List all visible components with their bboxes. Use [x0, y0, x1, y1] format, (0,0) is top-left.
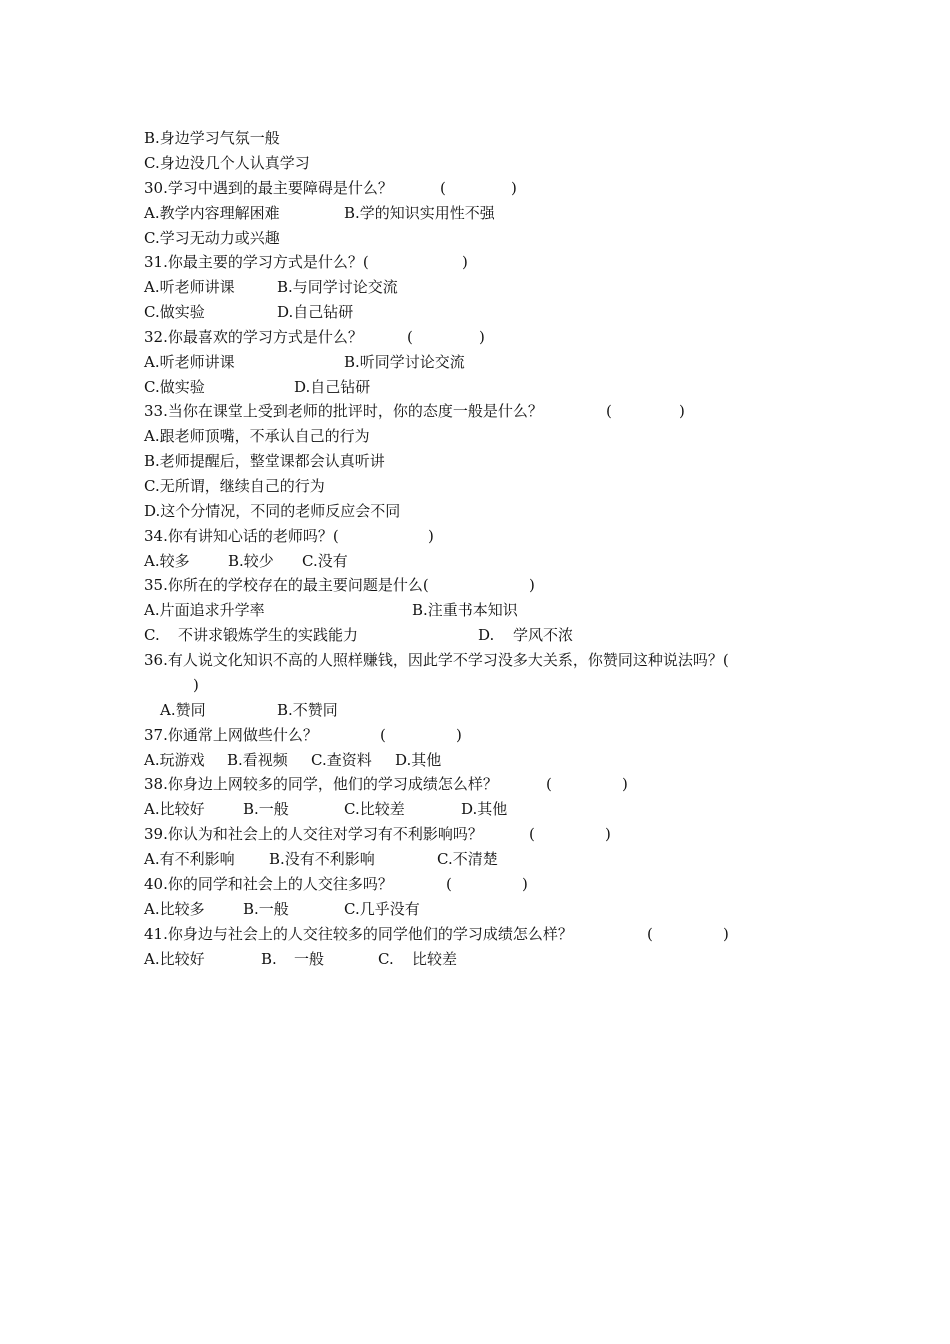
option-c: C.做实验 [144, 303, 205, 321]
answer-bracket-close: ) [479, 328, 485, 346]
option-d: D.自己钻研 [294, 378, 371, 396]
option-c: C.比较差 [344, 800, 405, 818]
option-a: A.比较好 [144, 800, 205, 818]
option-line [144, 551, 348, 571]
question-text: 35.你所在的学校存在的最主要问题是什么( [144, 576, 429, 594]
option-line [144, 750, 442, 770]
option-line [144, 476, 325, 496]
option-line [144, 799, 508, 819]
question-text: 41.你身边与社会上的人交往较多的同学他们的学习成绩怎么样？ [144, 925, 573, 943]
option-line [144, 625, 574, 645]
option-b: B.身边学习气氛一般 [144, 129, 280, 147]
option-c-marker: C. [144, 626, 160, 644]
option-line [144, 501, 401, 521]
option-b: B.老师提醒后，整堂课都会认真听讲 [144, 452, 385, 470]
option-c-text: 不讲求锻炼学生的实践能力 [178, 626, 359, 644]
option-d: D.其他 [461, 800, 508, 818]
option-line [144, 277, 398, 297]
question-36 [144, 650, 729, 670]
option-a: A.听老师讲课 [144, 353, 235, 371]
answer-bracket-open: ( [546, 775, 552, 793]
option-b: B.没有不利影响 [269, 850, 375, 868]
option-a: A.片面追求升学率 [144, 601, 265, 619]
option-b: B.学的知识实用性不强 [344, 204, 495, 222]
option-a: A.比较好 [144, 950, 205, 968]
option-b: B.看视频 [227, 751, 288, 769]
question-text: 40.你的同学和社会上的人交往多吗？ [144, 875, 393, 893]
option-b-text: 一般 [294, 950, 325, 968]
question-40 [144, 874, 528, 894]
option-a: A.有不利影响 [144, 850, 235, 868]
answer-bracket-open: ( [647, 925, 653, 943]
option-c: C.查资料 [311, 751, 372, 769]
answer-bracket-close: ) [723, 925, 729, 943]
option-line [144, 600, 518, 620]
answer-bracket-close: ) [456, 726, 462, 744]
option-c: C.学习无动力或兴趣 [144, 229, 280, 247]
option-line [144, 700, 338, 720]
option-c: C.没有 [302, 552, 348, 570]
question-34 [144, 526, 434, 546]
option-line [144, 302, 354, 322]
option-b: B.较少 [228, 552, 274, 570]
answer-bracket-close: ) [462, 253, 468, 271]
question-text: 37.你通常上网做些什么？ [144, 726, 318, 744]
answer-bracket-close: ) [529, 576, 535, 594]
option-line [144, 128, 280, 148]
answer-bracket-close: ) [605, 825, 611, 843]
option-c: C.无所谓，继续自己的行为 [144, 477, 325, 495]
option-line [144, 153, 310, 173]
question-31 [144, 252, 468, 272]
question-text: 38.你身边上网较多的同学，他们的学习成绩怎么样？ [144, 775, 498, 793]
question-39 [144, 824, 611, 844]
option-b: B.注重书本知识 [412, 601, 518, 619]
answer-bracket-close: ) [511, 179, 517, 197]
answer-bracket-open: ( [407, 328, 413, 346]
question-41 [144, 924, 729, 944]
option-line [144, 426, 370, 446]
answer-bracket-open: ( [529, 825, 535, 843]
option-d-text: 学风不浓 [513, 626, 574, 644]
option-d: D.其他 [395, 751, 442, 769]
option-b: B.不赞同 [277, 701, 338, 719]
option-b: B.一般 [243, 800, 289, 818]
answer-bracket-close: ) [522, 875, 528, 893]
question-text: 30.学习中遇到的最主要障碍是什么？ [144, 179, 393, 197]
option-a: A.赞同 [160, 701, 206, 719]
question-37 [144, 725, 462, 745]
answer-bracket-close: ) [428, 527, 434, 545]
question-text: 36.有人说文化知识不高的人照样赚钱，因此学不学习没多大关系，你赞同这种说法吗？( [144, 651, 729, 669]
question-text: 34.你有讲知心话的老师吗？( [144, 527, 339, 545]
answer-bracket-open: ( [446, 875, 452, 893]
option-b: B.听同学讨论交流 [344, 353, 465, 371]
option-line [144, 203, 495, 223]
question-35 [144, 575, 535, 595]
answer-bracket-close: ) [193, 676, 199, 694]
question-text: 31.你最主要的学习方式是什么？( [144, 253, 369, 271]
option-c: C.做实验 [144, 378, 205, 396]
question-30 [144, 178, 517, 198]
option-line [144, 849, 498, 869]
option-c: C.几乎没有 [344, 900, 420, 918]
answer-bracket-close: ) [622, 775, 628, 793]
option-a: A.比较多 [144, 900, 205, 918]
option-c-marker: C. [378, 950, 394, 968]
answer-bracket-close: ) [679, 402, 685, 420]
question-38 [144, 774, 628, 794]
option-b: B.一般 [243, 900, 289, 918]
question-text: 39.你认为和社会上的人交往对学习有不利影响吗？ [144, 825, 483, 843]
question-32 [144, 327, 485, 347]
option-d-marker: D. [478, 626, 495, 644]
option-c: C.不清楚 [437, 850, 498, 868]
question-36-continuation [144, 675, 199, 695]
answer-bracket-open: ( [440, 179, 446, 197]
option-a: A.教学内容理解困难 [144, 204, 280, 222]
answer-bracket-open: ( [380, 726, 386, 744]
option-line [144, 377, 371, 397]
option-b: B.与同学讨论交流 [277, 278, 398, 296]
option-line [144, 228, 280, 248]
option-a: A.较多 [144, 552, 190, 570]
option-a: A.玩游戏 [144, 751, 205, 769]
option-d: D.自己钻研 [277, 303, 354, 321]
question-text: 33.当你在课堂上受到老师的批评时，你的态度一般是什么？ [144, 402, 543, 420]
question-text: 32.你最喜欢的学习方式是什么？ [144, 328, 363, 346]
option-d: D.这个分情况，不同的老师反应会不同 [144, 502, 401, 520]
option-line [144, 899, 420, 919]
option-c-text: 比较差 [412, 950, 458, 968]
answer-bracket-open: ( [606, 402, 612, 420]
option-line [144, 949, 458, 969]
question-33 [144, 401, 685, 421]
option-a: A.跟老师顶嘴，不承认自己的行为 [144, 427, 370, 445]
option-b-marker: B. [261, 950, 277, 968]
option-a: A.听老师讲课 [144, 278, 235, 296]
option-line [144, 451, 385, 471]
option-line [144, 352, 465, 372]
option-c: C.身边没几个人认真学习 [144, 154, 310, 172]
